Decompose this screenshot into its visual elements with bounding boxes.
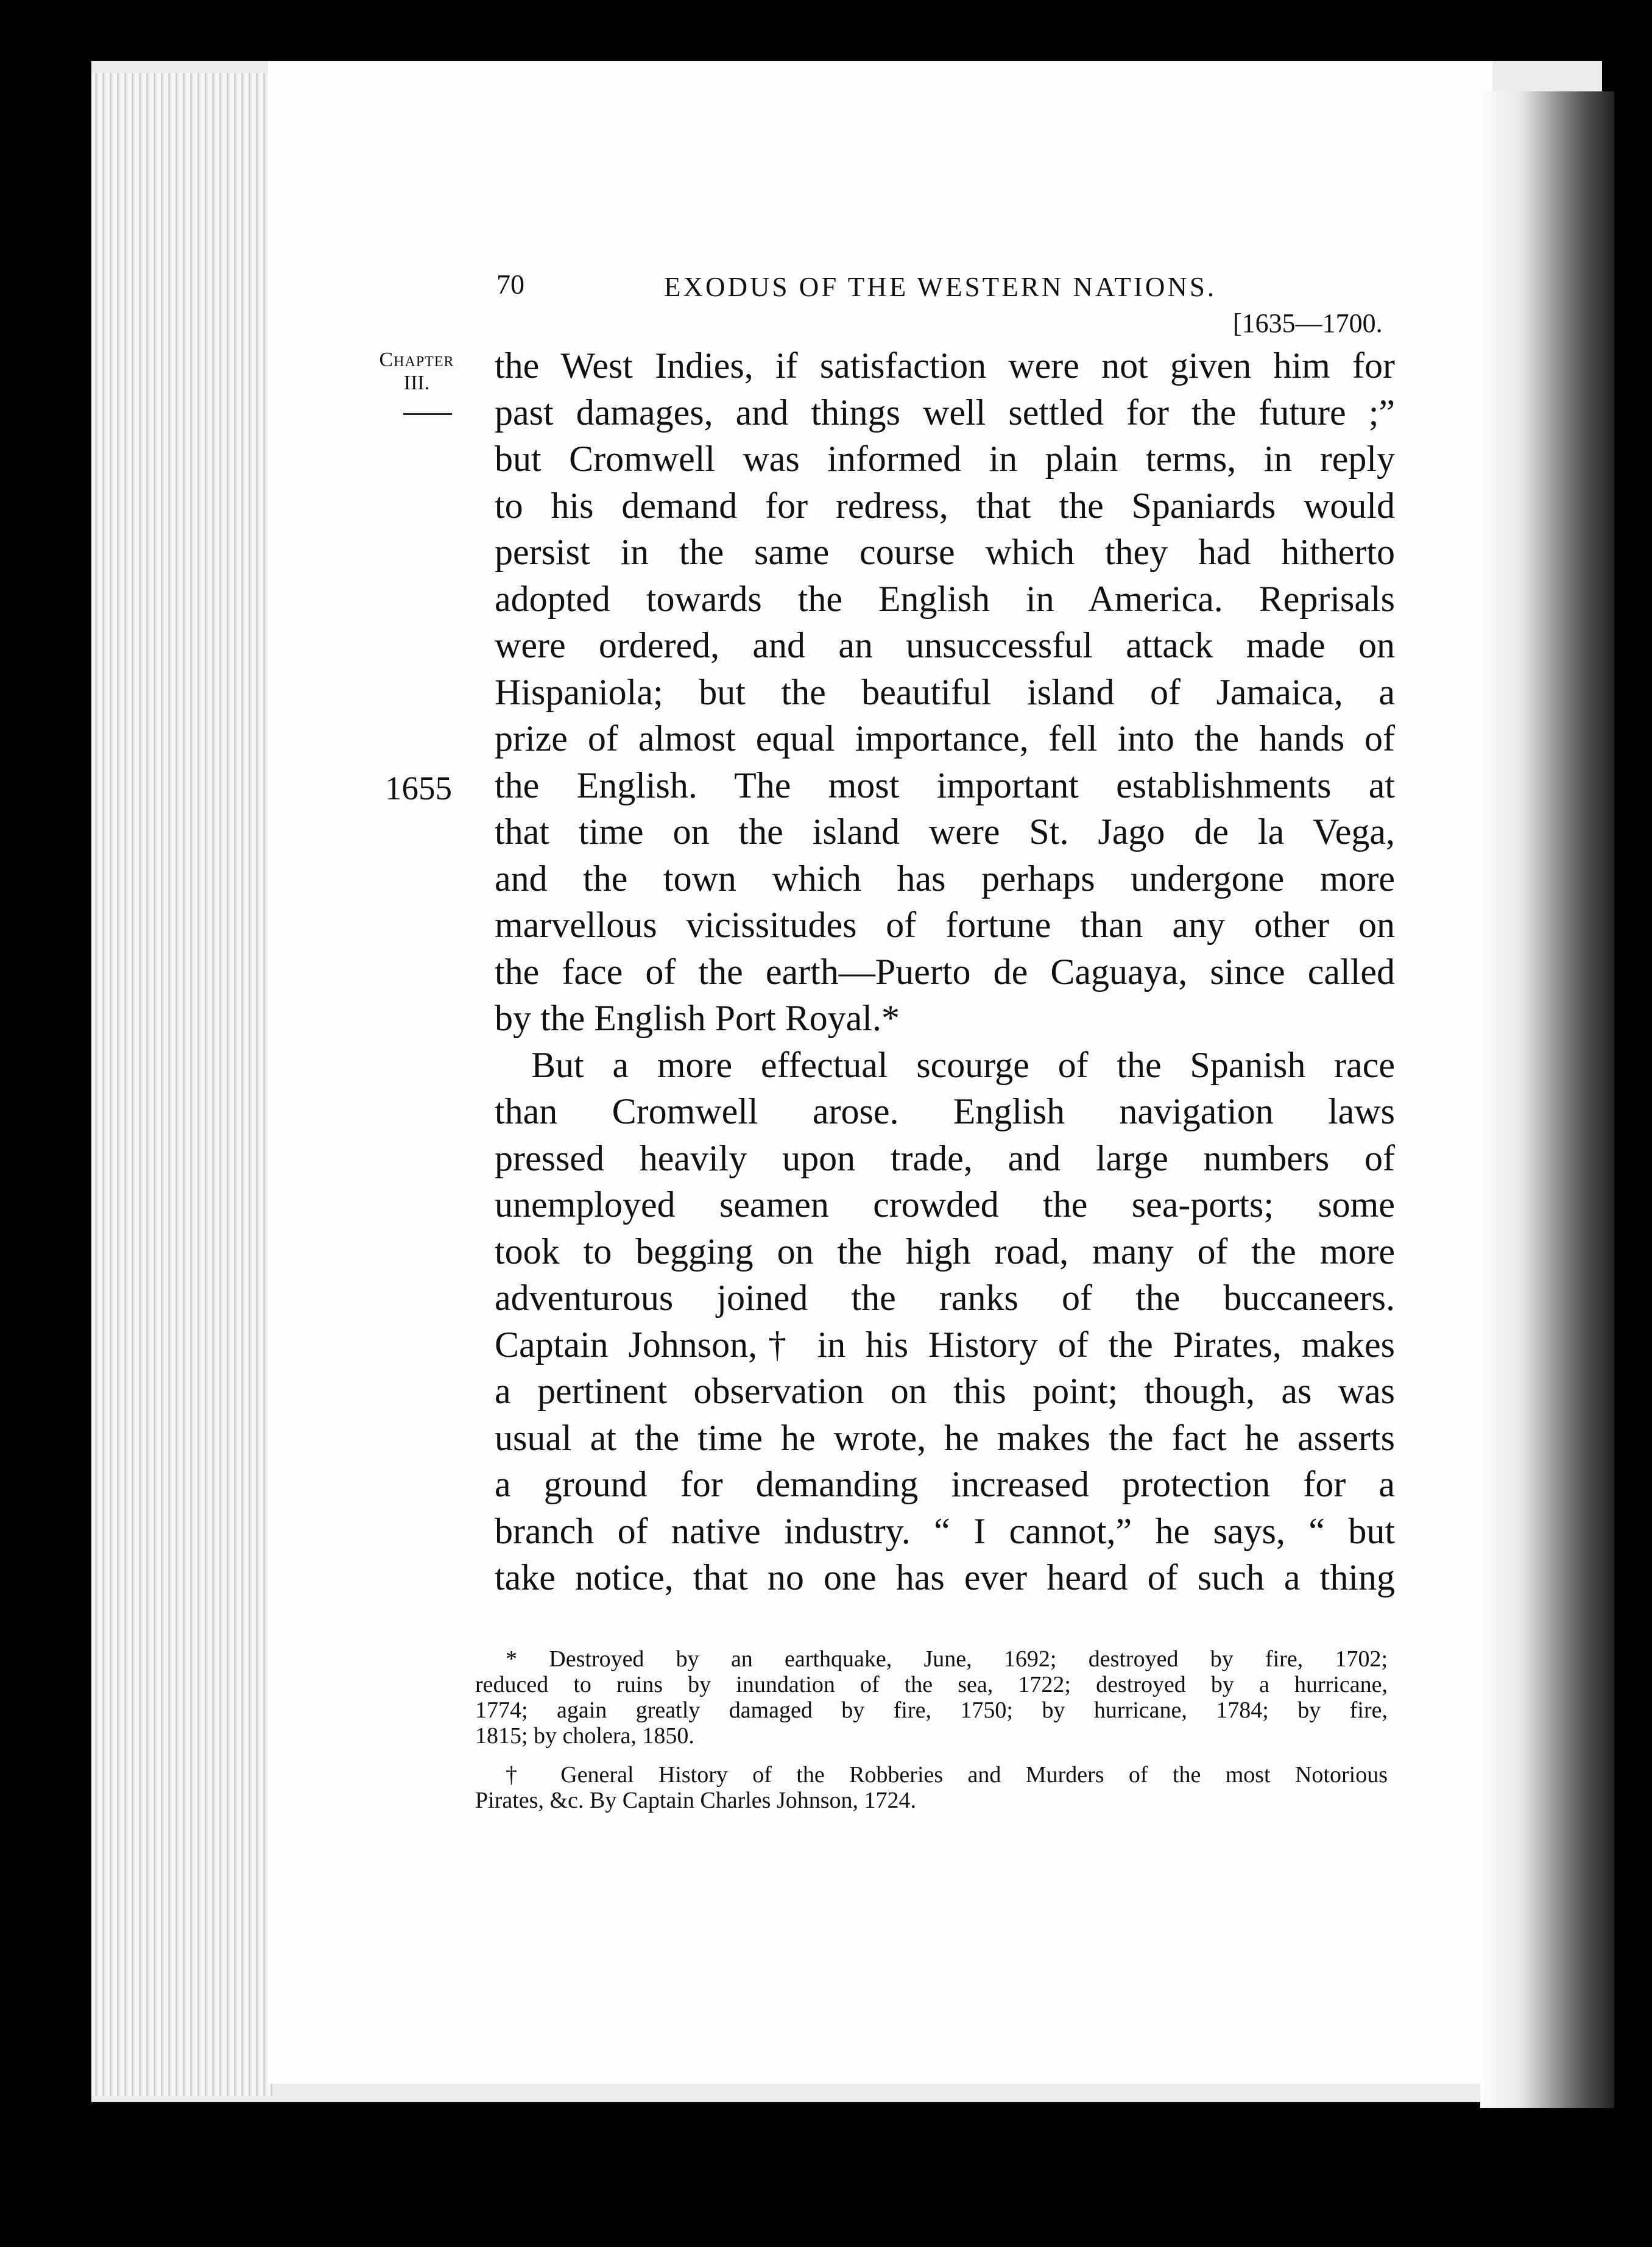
footnote-line: Pirates, &c. By Captain Charles Johnson, 1724. (475, 1788, 917, 1813)
body-line: the face of the earth—Puerto de Caguaya, since called (495, 951, 1395, 992)
footnote-line: * Destroyed by an earthquake, June, 1692; destroyed by fire, 1702; (506, 1646, 1388, 1672)
footnote-line: 1815; by cholera, 1850. (475, 1723, 694, 1749)
page-edges (91, 73, 274, 2096)
chapter-number: III. (403, 372, 430, 394)
chapter-label (374, 349, 459, 395)
body-line: usual at the time he wrote, he makes the fact he asserts (495, 1417, 1395, 1458)
page-number: 70 (496, 269, 524, 300)
footnote-line: 1774; again greatly damaged by fire, 1750; by hurricane, 1784; by fire, (475, 1697, 1388, 1723)
body-line: to his demand for redress, that the Spaniards would (495, 485, 1395, 526)
body-line: a pertinent observation on this point; though, as was (495, 1371, 1395, 1411)
footnote-line: reduced to ruins by inundation of the sea, 1722; destroyed by a hurricane, (475, 1672, 1388, 1697)
body-line: Hispaniola; but the beautiful island of Jamaica, a (495, 671, 1395, 712)
body-line: branch of native industry. “ I cannot,” he says, “ but (495, 1510, 1395, 1551)
body-line: prize of almost equal importance, fell into the hands of (495, 718, 1395, 759)
body-line: But a more effectual scourge of the Spanish race (531, 1044, 1395, 1085)
body-line: took to begging on the high road, many of the more (495, 1231, 1395, 1272)
body-line: pressed heavily upon trade, and large numbers of (495, 1138, 1395, 1178)
date-range: [1635—1700. (1233, 308, 1383, 338)
body-line: take notice, that no one has ever heard of such a thing (495, 1557, 1395, 1598)
body-line: adventurous joined the ranks of the buccaneers. (495, 1278, 1395, 1318)
body-line: but Cromwell was informed in plain terms, in reply (495, 439, 1395, 479)
body-line: than Cromwell arose. English navigation laws (495, 1091, 1395, 1131)
body-line: a ground for demanding increased protection for a (495, 1464, 1395, 1504)
body-line: the West Indies, if satisfaction were not given him for (495, 345, 1395, 386)
chapter-rule (403, 413, 452, 415)
body-line: were ordered, and an unsuccessful attack made on (495, 625, 1395, 665)
body-line: persist in the same course which they had hitherto (495, 532, 1395, 572)
margin-year: 1655 (385, 770, 452, 807)
body-text (495, 342, 1395, 1601)
body-line: and the town which has perhaps undergone more (495, 858, 1395, 899)
body-line: by the English Port Royal.* (495, 998, 900, 1038)
gutter-shadow (1480, 91, 1614, 2108)
body-line: unemployed seamen crowded the sea-ports; some (495, 1184, 1395, 1225)
footnotes (475, 1646, 1388, 1813)
body-line: past damages, and things well settled for the future ;” (495, 392, 1395, 433)
body-line: adopted towards the English in America. Reprisals (495, 578, 1395, 619)
body-line: the English. The most important establishments at (495, 765, 1395, 805)
chapter-word: Chapter (379, 349, 454, 371)
body-line: Captain Johnson,† in his History of the Pirates, makes (495, 1324, 1395, 1365)
running-head: EXODUS OF THE WESTERN NATIONS. (664, 272, 1217, 302)
footnote-line: † General History of the Robberies and Murders of the most Notorious (506, 1762, 1388, 1788)
body-line: marvellous vicissitudes of fortune than any other on (495, 905, 1395, 945)
body-line: that time on the island were St. Jago de la Vega, (495, 812, 1395, 852)
